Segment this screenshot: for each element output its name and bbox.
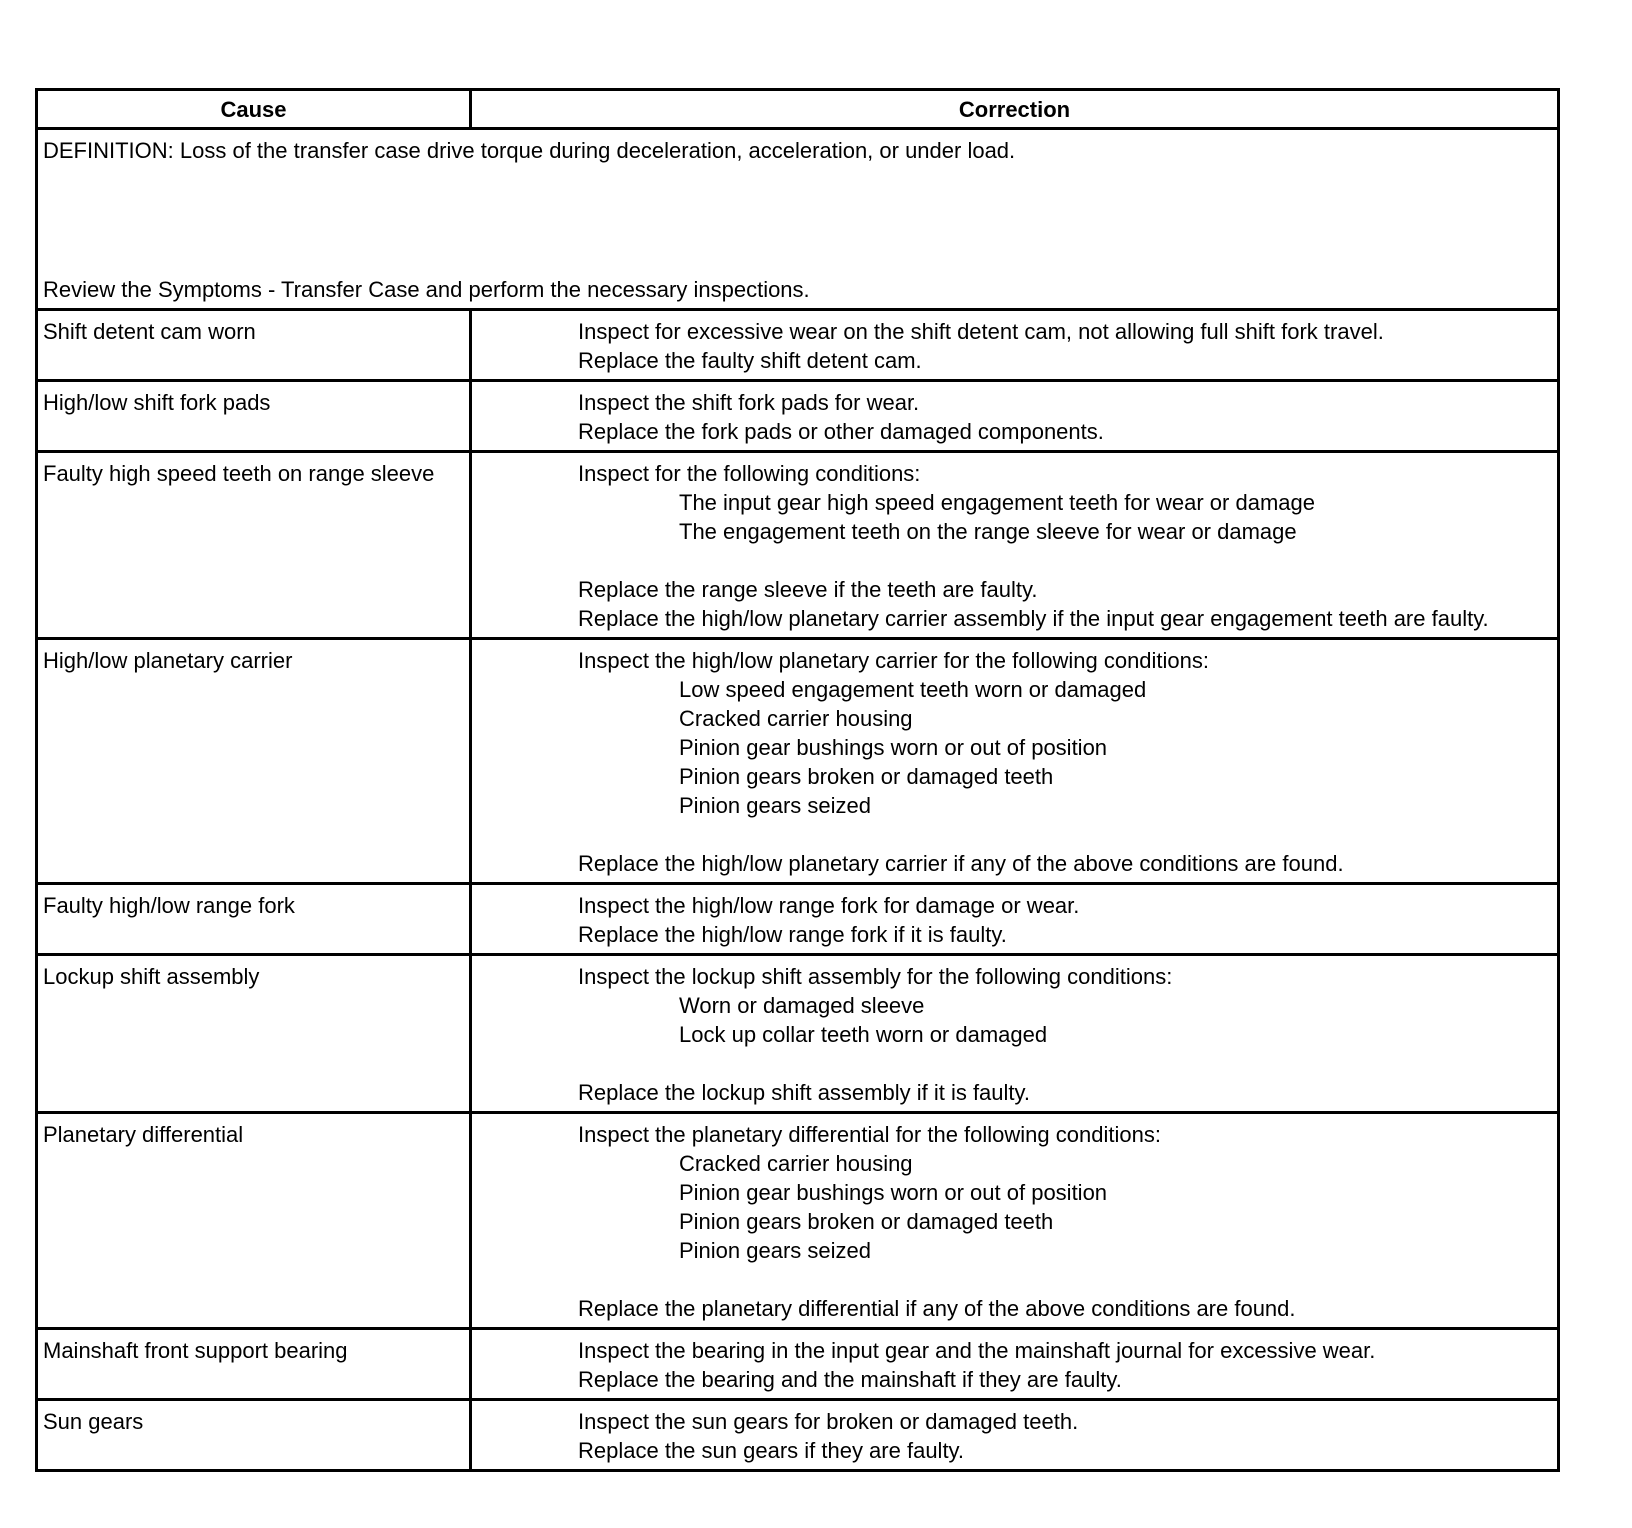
condition-item: Lock up collar teeth worn or damaged — [679, 1022, 1048, 1047]
condition-item: Cracked carrier housing — [679, 1151, 913, 1176]
correction-line: Replace the range sleeve if the teeth are faulty. — [578, 577, 1038, 602]
condition-item: Pinion gears broken or damaged teeth — [679, 1209, 1054, 1234]
correction-line: Replace the planetary differential if any of the above conditions are found. — [578, 1296, 1296, 1321]
condition-item: Pinion gear bushings worn or out of position — [679, 735, 1108, 760]
cause-cell: Shift detent cam worn — [37, 310, 471, 381]
cause-cell: Sun gears — [37, 1400, 471, 1471]
correction-intro: Inspect the lockup shift assembly for the following conditions: — [578, 964, 1173, 989]
table-row — [37, 310, 1559, 381]
correction-line: Replace the fork pads or other damaged components. — [578, 419, 1104, 444]
diagnostic-table — [35, 88, 1560, 1472]
table-row — [37, 955, 1559, 1113]
correction-line: Replace the high/low range fork if it is faulty. — [578, 922, 1007, 947]
condition-item: The input gear high speed engagement teeth for wear or damage — [679, 490, 1315, 515]
condition-item: Cracked carrier housing — [679, 706, 913, 731]
correction-cell — [471, 310, 1559, 381]
table-row — [37, 1113, 1559, 1329]
correction-line: Replace the bearing and the mainshaft if they are faulty. — [578, 1367, 1122, 1392]
correction-line: Inspect for excessive wear on the shift detent cam, not allowing full shift fork travel. — [578, 319, 1384, 344]
review-symptoms-text: Review the Symptoms - Transfer Case and perform the necessary inspections. — [43, 277, 810, 302]
correction-cell — [471, 381, 1559, 452]
definition-text: DEFINITION: Loss of the transfer case drive torque during deceleration, acceleration, or under load. — [43, 138, 1016, 163]
condition-item: Worn or damaged sleeve — [679, 993, 925, 1018]
cause-cell: Lockup shift assembly — [37, 955, 471, 1113]
cause-cell: High/low shift fork pads — [37, 381, 471, 452]
table-row — [37, 381, 1559, 452]
condition-item: Pinion gears broken or damaged teeth — [679, 764, 1054, 789]
condition-item: Pinion gear bushings worn or out of position — [679, 1180, 1108, 1205]
correction-line: Inspect the high/low range fork for damage or wear. — [578, 893, 1080, 918]
correction-intro: Inspect the high/low planetary carrier for the following conditions: — [578, 648, 1210, 673]
condition-item: The engagement teeth on the range sleeve for wear or damage — [679, 519, 1297, 544]
table-row — [37, 884, 1559, 955]
correction-cell — [471, 1400, 1559, 1471]
condition-item: Low speed engagement teeth worn or damaged — [679, 677, 1147, 702]
cause-cell: High/low planetary carrier — [37, 639, 471, 884]
correction-cell — [471, 1113, 1559, 1329]
table-row — [37, 1400, 1559, 1471]
correction-cell — [471, 884, 1559, 955]
definition-row — [37, 129, 1559, 310]
header-row — [37, 90, 1559, 129]
correction-line: Inspect the bearing in the input gear and the mainshaft journal for excessive wear. — [578, 1338, 1376, 1363]
cause-cell: Faulty high/low range fork — [37, 884, 471, 955]
correction-cell — [471, 452, 1559, 639]
table-row — [37, 639, 1559, 884]
definition-cell — [37, 129, 1559, 310]
spacer — [578, 820, 1551, 849]
spacer — [578, 1049, 1551, 1078]
cause-cell: Faulty high speed teeth on range sleeve — [37, 452, 471, 639]
condition-item: Pinion gears seized — [679, 793, 872, 818]
condition-item: Pinion gears seized — [679, 1238, 872, 1263]
correction-line: Replace the high/low planetary carrier if any of the above conditions are found. — [578, 851, 1344, 876]
correction-line: Replace the lockup shift assembly if it is faulty. — [578, 1080, 1031, 1105]
spacer — [578, 546, 1551, 575]
correction-line: Replace the high/low planetary carrier assembly if the input gear engagement teeth are faulty. — [578, 606, 1489, 631]
correction-cell — [471, 955, 1559, 1113]
correction-intro: Inspect for the following conditions: — [578, 461, 921, 486]
correction-line: Replace the faulty shift detent cam. — [578, 348, 922, 373]
cause-cell: Planetary differential — [37, 1113, 471, 1329]
correction-column-header: Correction — [471, 90, 1559, 129]
cause-cell: Mainshaft front support bearing — [37, 1329, 471, 1400]
table-row — [37, 452, 1559, 639]
correction-line: Inspect the sun gears for broken or damaged teeth. — [578, 1409, 1079, 1434]
cause-column-header: Cause — [37, 90, 471, 129]
correction-cell — [471, 639, 1559, 884]
spacer — [578, 1265, 1551, 1294]
correction-line: Inspect the shift fork pads for wear. — [578, 390, 920, 415]
table-row — [37, 1329, 1559, 1400]
correction-line: Replace the sun gears if they are faulty. — [578, 1438, 965, 1463]
table-body — [37, 129, 1559, 1471]
correction-intro: Inspect the planetary differential for the following conditions: — [578, 1122, 1161, 1147]
correction-cell — [471, 1329, 1559, 1400]
